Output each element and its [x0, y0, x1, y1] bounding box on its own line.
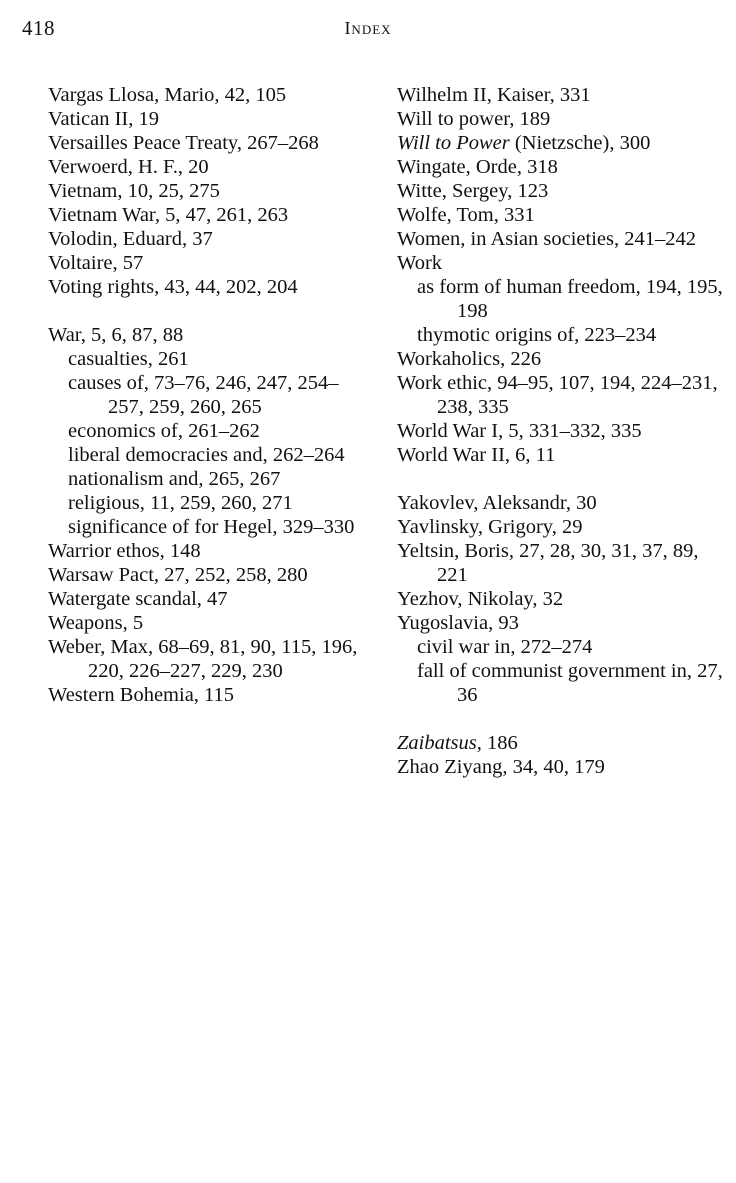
index-subentry: nationalism and, 265, 267: [68, 468, 281, 490]
index-subentry: civil war in, 272–274: [417, 636, 593, 658]
index-entry: Warsaw Pact, 27, 252, 258, 280: [48, 564, 308, 586]
index-entry: Zhao Ziyang, 34, 40, 179: [397, 756, 605, 778]
index-subentry: causes of, 73–76, 246, 247, 254–257, 259, 260, 265: [68, 372, 339, 418]
italic-title: Will to Power: [397, 132, 510, 154]
index-entry: Yezhov, Nikolay, 32: [397, 588, 564, 610]
index-subentry: religious, 11, 259, 260, 271: [68, 492, 293, 514]
index-entry: Will to power, 189: [397, 108, 551, 130]
index-entry: Watergate scandal, 47: [48, 588, 228, 610]
index-column-left: [48, 83, 368, 707]
running-head: Index: [344, 18, 392, 38]
index-entry: Work: [397, 252, 443, 274]
index-subentry: economics of, 261–262: [68, 420, 260, 442]
index-entry: Yugoslavia, 93: [397, 612, 519, 634]
index-entry: World War II, 6, 11: [397, 444, 556, 466]
index-entry: Vargas Llosa, Mario, 42, 105: [48, 84, 287, 106]
entry-text: (Nietzsche), 300: [509, 132, 651, 154]
index-subentry: significance of for Hegel, 329–330: [68, 516, 355, 538]
page-header: [0, 10, 736, 42]
index-entry: Vietnam War, 5, 47, 261, 263: [48, 204, 289, 226]
entry-group-gap: [48, 299, 368, 323]
index-subentry: casualties, 261: [68, 348, 189, 370]
index-entry: Yakovlev, Aleksandr, 30: [397, 492, 597, 514]
index-entry: Workaholics, 226: [397, 348, 542, 370]
entry-text: 186: [481, 732, 518, 754]
index-entry: Witte, Sergey, 123: [397, 180, 549, 202]
italic-title: Zaibatsus,: [397, 732, 482, 754]
index-column-right: [397, 83, 727, 779]
index-entry: Volodin, Eduard, 37: [48, 228, 213, 250]
index-entry: Vatican II, 19: [48, 108, 159, 130]
index-entry: Versailles Peace Treaty, 267–268: [48, 132, 319, 154]
index-entry: Weber, Max, 68–69, 81, 90, 115, 196, 220, 226–227, 229, 230: [48, 636, 358, 682]
index-subentry: liberal democracies and, 262–264: [68, 444, 345, 466]
index-entry: Yavlinsky, Grigory, 29: [397, 516, 583, 538]
index-entry: Vietnam, 10, 25, 275: [48, 180, 220, 202]
index-entry: [397, 131, 727, 155]
index-entry: World War I, 5, 331–332, 335: [397, 420, 642, 442]
page-number: 418: [22, 16, 55, 40]
index-entry: Women, in Asian societies, 241–242: [397, 228, 696, 250]
entry-group-gap: [397, 467, 727, 491]
entry-group-gap: [397, 707, 727, 731]
index-subentry: fall of communist government in, 27, 36: [417, 660, 723, 706]
index-entry: Work ethic, 94–95, 107, 194, 224–231, 238, 335: [397, 372, 718, 418]
index-entry: Weapons, 5: [48, 612, 144, 634]
index-entry: War, 5, 6, 87, 88: [48, 324, 184, 346]
index-entry: Wingate, Orde, 318: [397, 156, 558, 178]
index-entry: Wilhelm II, Kaiser, 331: [397, 84, 591, 106]
index-entry: Wolfe, Tom, 331: [397, 204, 535, 226]
index-entry: Western Bohemia, 115: [48, 684, 235, 706]
index-entry: Voting rights, 43, 44, 202, 204: [48, 276, 298, 298]
index-entry: [397, 731, 727, 755]
index-subentry: thymotic origins of, 223–234: [417, 324, 657, 346]
index-entry: Yeltsin, Boris, 27, 28, 30, 31, 37, 89, 221: [397, 540, 699, 586]
index-entry: Verwoerd, H. F., 20: [48, 156, 209, 178]
index-subentry: as form of human freedom, 194, 195, 198: [417, 276, 723, 322]
index-entry: Voltaire, 57: [48, 252, 144, 274]
index-entry: Warrior ethos, 148: [48, 540, 201, 562]
